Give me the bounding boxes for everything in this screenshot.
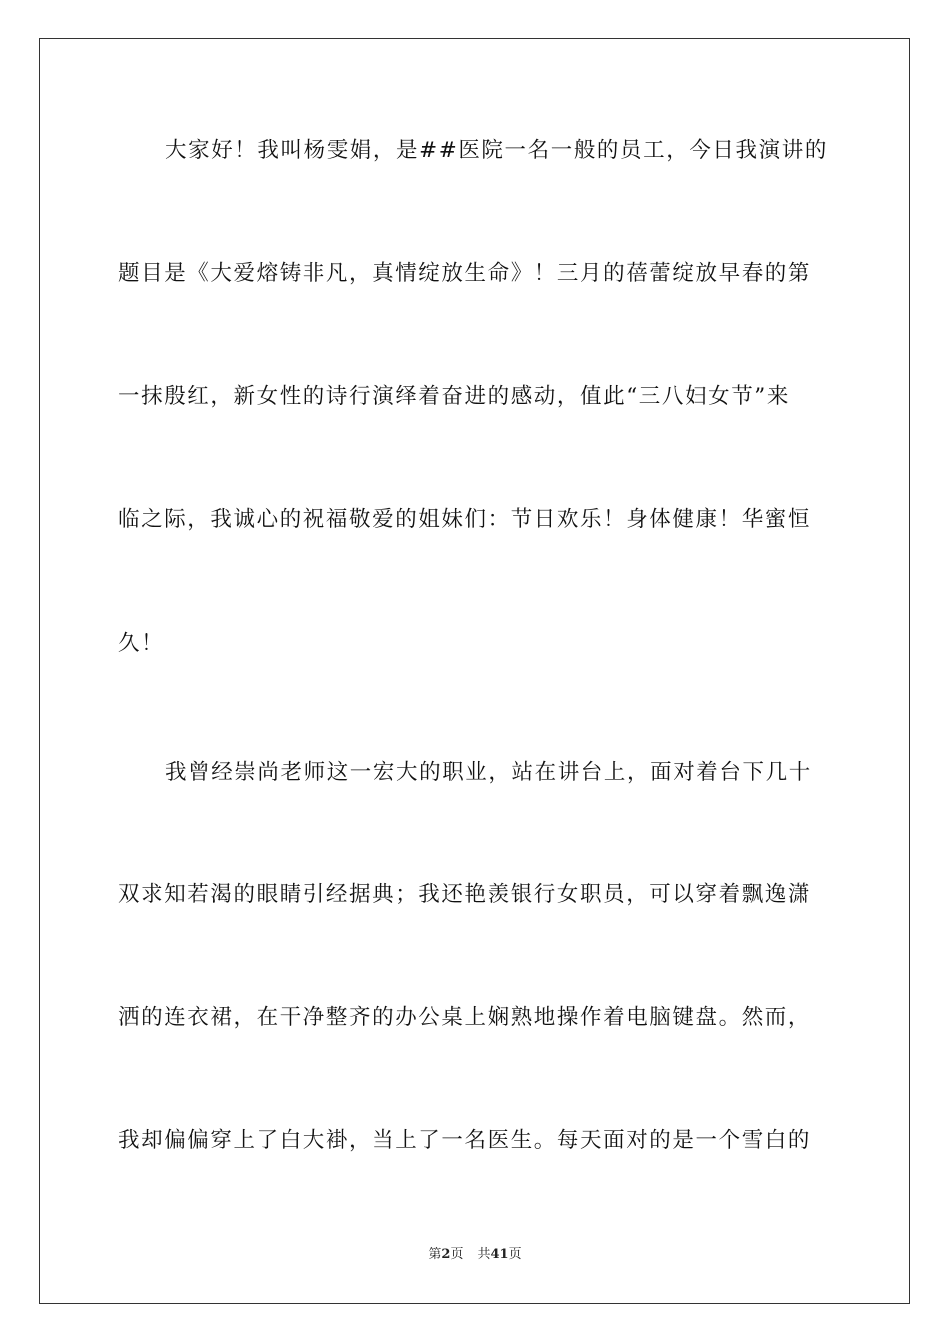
- page-unit: 页: [450, 1247, 464, 1262]
- text-line-6: 我曾经崇尚老师这一宏大的职业，站在讲台上，面对着台下几十: [165, 760, 812, 785]
- current-page-number: 2: [441, 1247, 451, 1262]
- page-footer: [0, 1246, 950, 1264]
- total-unit: 页: [508, 1247, 522, 1262]
- text-line-2: 题目是《大爱熔铸非凡，真情绽放生命》！三月的蓓蕾绽放早春的第: [118, 261, 812, 286]
- total-prefix: 共: [477, 1247, 491, 1262]
- text-line-3: 一抹殷红，新女性的诗行演绎着奋进的感动，值此“三八妇女节”来: [118, 384, 790, 409]
- text-line-8: 洒的连衣裙，在干净整齐的办公桌上娴熟地操作着电脑键盘。然而，: [118, 1005, 812, 1030]
- text-line-1: 大家好！我叫杨雯娟，是##医院一名一般的员工，今日我演讲的: [165, 138, 828, 163]
- total-pages-number: 41: [490, 1247, 509, 1262]
- text-line-5: 久！: [118, 631, 165, 656]
- text-line-9: 我却偏偏穿上了白大褂，当上了一名医生。每天面对的是一个雪白的: [118, 1128, 812, 1153]
- page-prefix: 第: [428, 1247, 442, 1262]
- page-border: [39, 38, 910, 1304]
- text-line-4: 临之际，我诚心的祝福敬爱的姐妹们：节日欢乐！身体健康！华蜜恒: [118, 507, 812, 532]
- text-line-7: 双求知若渴的眼睛引经据典；我还艳羡银行女职员，可以穿着飘逸潇: [118, 882, 812, 907]
